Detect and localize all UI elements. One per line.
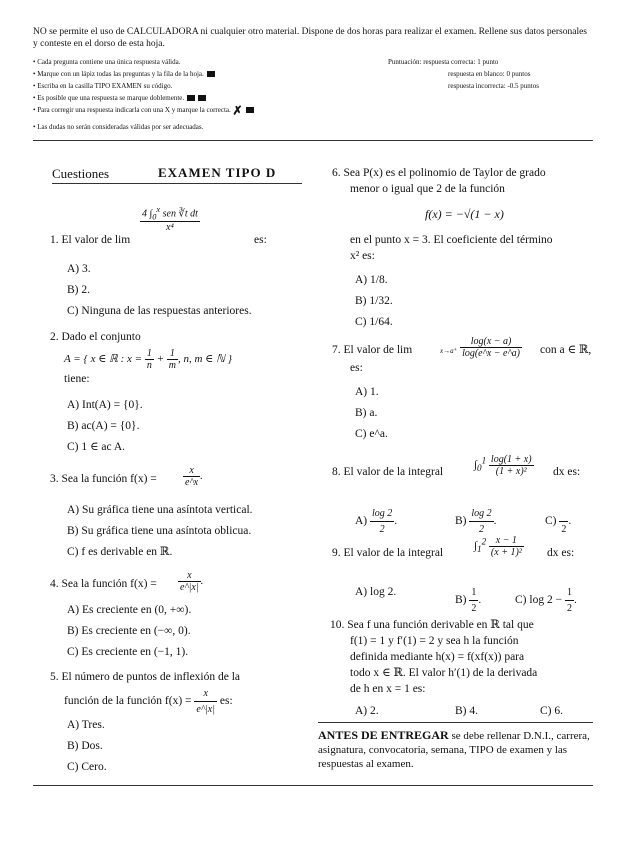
q3-option-a: A) Su gráfica tiene una asíntota vertical. <box>67 504 253 516</box>
final-divider <box>318 722 593 723</box>
q7-line2: es: <box>350 362 363 374</box>
q6-line4: x² es: <box>350 250 375 262</box>
q9-option-c: C) log 2 − $\frac{1}{2}$ . <box>515 587 577 614</box>
final-note: ANTES DE ENTREGAR se debe rellenar D.N.I., carrera, asignatura, convocatoria, semana, TIPO de examen y las respuestas al examen. <box>318 728 590 770</box>
q1-formula: $\frac{4 \int_0^x sen ∛t dt}{\text{x⁴}}$ <box>142 205 198 234</box>
q10-line2: f(1) = 1 y f′(1) = 2 y sea h la función <box>350 635 519 647</box>
question-4: 4. Sea la función f(x) = <box>50 578 157 590</box>
q8-option-c: C) 2 . <box>545 506 571 537</box>
instruction-3: • Escriba en la casilla TIPO EXAMEN su código. <box>33 82 173 90</box>
q6-option-b: B) 1/32. <box>355 295 393 307</box>
q5-option-b: B) Dos. <box>67 740 103 752</box>
q10-option-b: B) 4. <box>455 705 478 717</box>
question-8: 8. El valor de la integral <box>332 466 444 478</box>
q9-option-a: A) log 2. <box>355 586 397 598</box>
q1-tail: es: <box>254 234 267 246</box>
q5-option-a: A) Tres. <box>67 719 105 731</box>
question-1: 1. El valor de lim <box>50 234 131 246</box>
q7-tail: con a ∈ ℝ, <box>540 344 592 356</box>
q3-option-b: B) Su gráfica tiene una asíntota oblicua. <box>67 525 252 537</box>
header-divider <box>33 140 593 141</box>
filled-box-icon <box>246 107 254 113</box>
question-5: 5. El número de puntos de inflexión de la <box>50 671 241 683</box>
exam-type-title: EXAMEN TIPO D <box>158 165 277 180</box>
filled-box-icon <box>198 95 206 101</box>
q1-option-a: A) 3. <box>67 263 91 275</box>
puntuacion-wrong: respuesta incorrecta: -0.5 puntos <box>448 82 539 90</box>
q8-formula: $\int_0^1$ $\frac{\log(1 + x)}{\text{(1 + x)²}}$ <box>474 454 532 477</box>
q6-line2: menor o igual que 2 de la función <box>350 183 505 195</box>
header-intro: NO se permite el uso de CALCULADORA ni cualquier otro material. Dispone de dos horas para realizar el examen. Rellene sus datos personales y conteste en el dorso de esta hoja. <box>33 27 588 49</box>
question-2: 2. Dado el conjunto <box>50 331 141 343</box>
q7-formula: $_{x\to a^+}$ $\frac{\log(x - a)}{\log(e\^{}x - e\^{}a)}$ <box>440 336 521 359</box>
q2-option-a: A) Int(A) = {0}. <box>67 399 143 411</box>
q9-tail: dx es: <box>547 547 575 559</box>
title-underline <box>52 183 302 184</box>
instruction-6: • Las dudas no serán consideradas válidas por ser adecuadas. <box>33 123 204 131</box>
q2-line2: tiene: <box>64 373 90 385</box>
question-6: 6. Sea P(x) es el polinomio de Taylor de grado <box>332 167 546 179</box>
q7-option-a: A) 1. <box>355 386 379 398</box>
q10-line5: de h en x = 1 es: <box>350 683 426 695</box>
q4-formula: $\frac{x}{e\^{}|x|}$ . <box>180 570 204 593</box>
filled-box-icon <box>187 95 195 101</box>
q4-option-c: C) Es creciente en (−1, 1). <box>67 646 189 658</box>
q3-formula: $\frac{x}{e\^{}x}$ . <box>185 465 203 488</box>
filled-box-icon <box>207 71 215 77</box>
q4-option-a: A) Es creciente en (0, +∞). <box>67 604 192 616</box>
puntuacion-label: Puntuación: respuesta correcta: 1 punto <box>388 58 499 66</box>
q1-option-b: B) 2. <box>67 284 90 296</box>
q6-option-c: C) 1/64. <box>355 316 393 328</box>
q2-option-c: C) 1 ∈ ac A. <box>67 441 126 453</box>
q9-formula: $\int_1^2$ $\frac{x - 1}{\text{(x + 1)²}}$ <box>474 535 522 558</box>
q6-line3: en el punto x = 3. El coeficiente del término <box>350 234 553 246</box>
puntuacion-blank: respuesta en blanco: 0 puntos <box>448 70 531 78</box>
q5-line2: función de la función f(x) = $\frac{x}{e\^{}|x|}$ es: <box>64 688 233 715</box>
q8-option-a: A) $\frac{\log 2}{2}$ . <box>355 508 398 535</box>
instruction-4: • Es posible que una respuesta se marque doblemente. <box>33 93 206 103</box>
q4-option-b: B) Es creciente en (−∞, 0). <box>67 625 191 637</box>
q7-option-c: C) e^a. <box>355 428 388 440</box>
instruction-5: • Para corregir una respuesta indicarla con una X y marque la correcta. ✗ <box>33 105 254 115</box>
q10-line3: definida mediante h(x) = f(xf(x)) para <box>350 651 525 663</box>
question-9: 9. El valor de la integral <box>332 547 444 559</box>
footer-divider <box>33 785 593 786</box>
q3-option-c: C) f es derivable en ℝ. <box>67 546 173 558</box>
q8-tail: dx es: <box>553 466 581 478</box>
instruction-2: • Marque con un lápiz todas las preguntas y la fila de la hoja. <box>33 69 215 79</box>
q10-line4: todo x ∈ ℝ. El valor h′(1) de la derivada <box>350 667 538 679</box>
question-10: 10. Sea f una función derivable en ℝ tal que <box>330 619 534 631</box>
q10-option-c: C) 6. <box>540 705 563 717</box>
q10-option-a: A) 2. <box>355 705 379 717</box>
q2-option-b: B) ac(A) = {0}. <box>67 420 140 432</box>
q5-option-c: C) Cero. <box>67 761 107 773</box>
q6-formula: f(x) = −√(1 − x) <box>425 207 504 221</box>
instruction-1: • Cada pregunta contiene una única respuesta válida. <box>33 58 181 66</box>
q1-option-c: C) Ninguna de las respuestas anteriores. <box>67 305 252 317</box>
q6-option-a: A) 1/8. <box>355 274 388 286</box>
cross-mark-icon: ✗ <box>232 103 243 118</box>
q9-option-b: B) $\frac{1}{2}$ . <box>455 587 482 614</box>
q7-option-b: B) a. <box>355 407 378 419</box>
section-title: Cuestiones <box>52 166 110 181</box>
q2-set: A = { x ∈ ℝ : x = $\frac{1}{n}$ + $\frac{1}{m}$ , n, m ∈ ℕ } <box>64 348 233 371</box>
question-7: 7. El valor de lim <box>332 344 413 356</box>
q8-option-b: B) $\frac{\log 2}{2}$ . <box>455 508 497 535</box>
question-3: 3. Sea la función f(x) = <box>50 473 157 485</box>
